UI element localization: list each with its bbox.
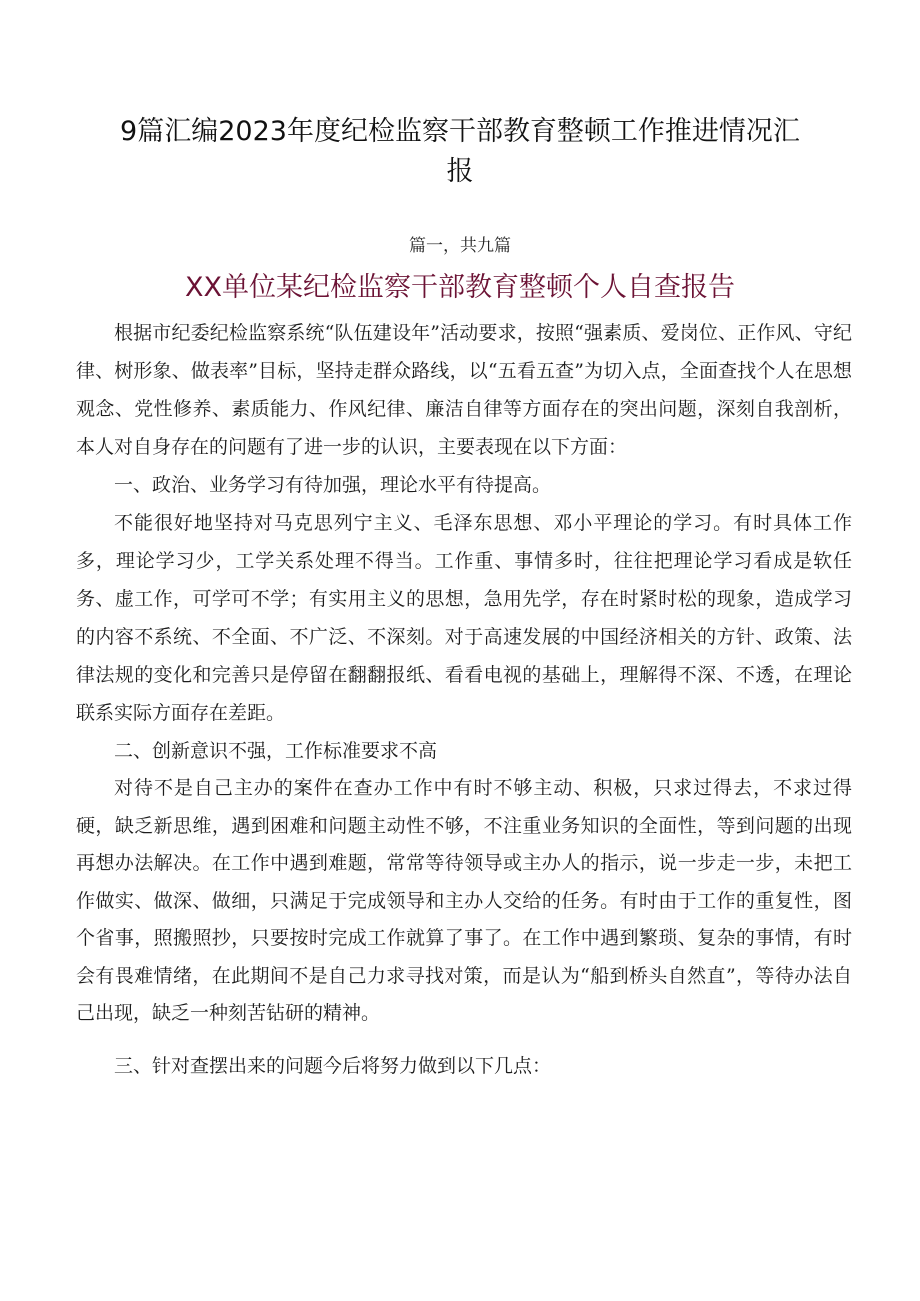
section-label: 篇一，共九篇 <box>409 236 511 256</box>
paragraph-intro: 根据市纪委纪检监察系统“队伍建设年”活动要求，按照“强素质、爱岗位、正作风、守纪律、树形象、做表率”目标，坚持走群众路线，以“五看五查”为切入点，全面查找个人在思想观念、党性修养、素质能力、作风纪律、廉洁自律等方面存在的突出问题，深刻自我剖析，本人对自身存在的问题有了进一步的认识，主要表现在以下方面： <box>76 322 852 458</box>
section-heading-2: 二、创新意识不强，工作标准要求不高 <box>114 740 438 762</box>
paragraph-innovation: 对待不是自己主办的案件在查办工作中有时不够主动、积极，只求过得去，不求过得硬，缺乏新思维，遇到困难和问题主动性不够，不注重业务知识的全面性，等到问题的出现再想办法解决。在工作中遇到难题，常常等待领导或主办人的指示，说一步走一步，未把工作做实、做深、做细，只满足于完成领导和主办人交给的任务。有时由于工作的重复性，图个省事，照搬照抄，只要按时完成工作就算了事了。在工作中遇到繁琐、复杂的事情，有时会有畏难情绪，在此期间不是自己力求寻找对策，而是认为“船到桥头自然直”，等待办法自己出现，缺乏一种刻苦钻研的精神。 <box>76 777 852 1024</box>
paragraph-study: 不能很好地坚持对马克思列宁主义、毛泽东思想、邓小平理论的学习。有时具体工作多，理论学习少，工学关系处理不得当。工作重、事情多时，往往把理论学习看成是软任务、虚工作，可学可不学；有实用主义的思想，急用先学，存在时紧时松的现象，造成学习的内容不系统、不全面、不广泛、不深刻。对于高速发展的中国经济相关的方针、政策、法律法规的变化和完善只是停留在翻翻报纸、看看电视的基础上，理解得不深、不透，在理论联系实际方面存在差距。 <box>76 512 852 724</box>
document-title: 9篇汇编2023年度纪检监察干部教育整顿工作推进情况汇报 <box>120 116 800 187</box>
section-heading-3: 三、针对查摆出来的问题今后将努力做到以下几点： <box>114 1054 552 1077</box>
body-text <box>76 314 852 1085</box>
section-heading-1: 一、政治、业务学习有待加强，理论水平有待提高。 <box>114 474 552 496</box>
article-title: XX单位某纪检监察干部教育整顿个人自查报告 <box>185 272 735 303</box>
